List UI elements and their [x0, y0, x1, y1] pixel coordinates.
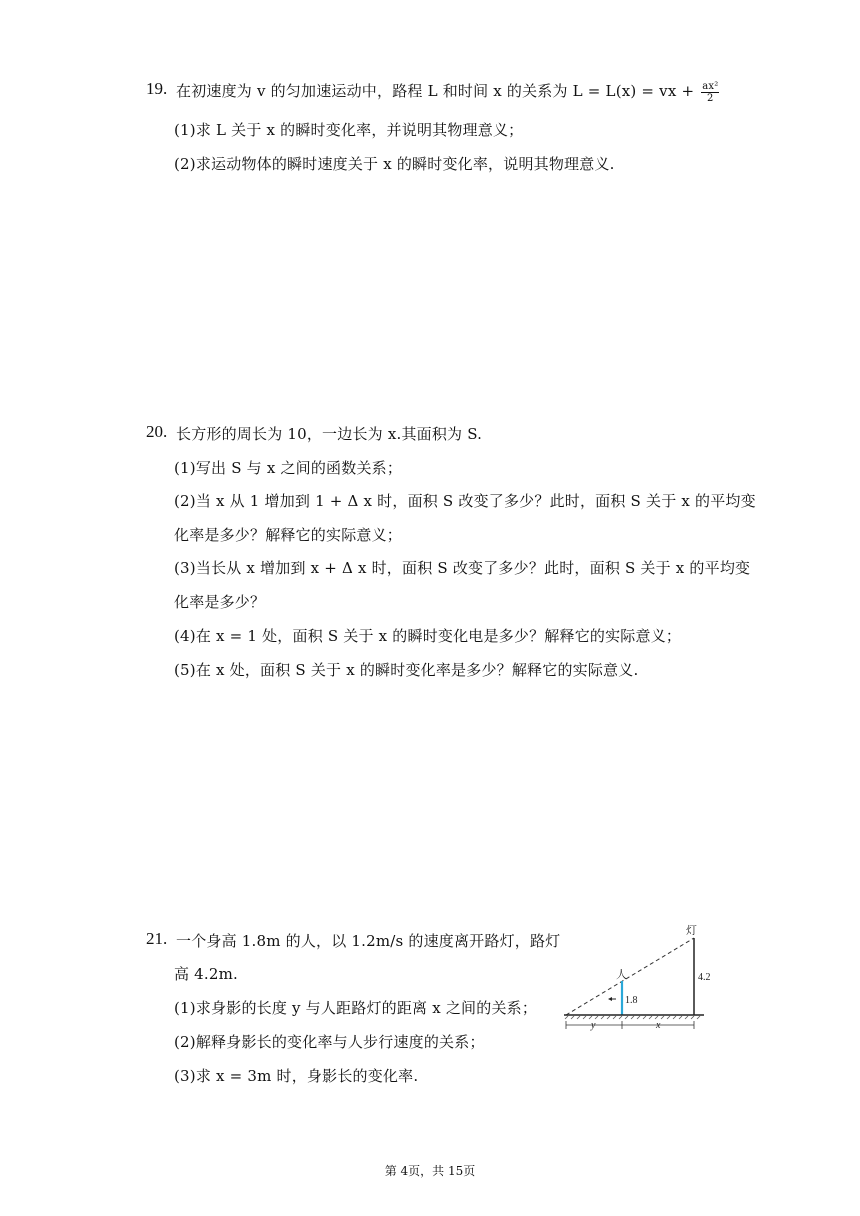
- question-number: 19.: [146, 79, 168, 98]
- question-stem: 长方形的周长为 10，一边长为 x.其面积为 S.: [176, 425, 483, 443]
- question-part: (2)解释身影长的变化率与人步行速度的关系；: [174, 1033, 485, 1051]
- question-part: (4)在 x = 1 处，面积 S 关于 x 的瞬时变化电是多少？解释它的实际意义；: [174, 627, 682, 645]
- walking-arrowhead: [608, 997, 612, 1001]
- question-stem: [176, 80, 719, 104]
- lamp-height-label: 4.2: [698, 972, 711, 983]
- question-part: (1)求身影的长度 y 与人距路灯的距离 x 之间的关系；: [174, 999, 538, 1017]
- question-part: (2)求运动物体的瞬时速度关于 x 的瞬时变化率，说明其物理意义.: [174, 155, 615, 173]
- question-part: (5)在 x 处，面积 S 关于 x 的瞬时变化率是多少？解释它的实际意义.: [174, 661, 639, 679]
- question-part: 化率是多少？解释它的实际意义；: [174, 526, 403, 544]
- page-footer: 第 4页，共 15页: [384, 1164, 476, 1178]
- question-part: (1)写出 S 与 x 之间的函数关系；: [174, 459, 403, 477]
- shadow-length-label: y: [591, 1020, 596, 1031]
- person-height-label: 1.8: [625, 995, 638, 1006]
- lamp-label: 灯: [686, 925, 697, 937]
- formula-fraction: [701, 81, 719, 104]
- stem-text: 在初速度为 v 的匀加速运动中，路程 L 和时间 x 的关系为 L = L(x) = vx +: [176, 82, 700, 100]
- question-number: 21.: [146, 929, 168, 948]
- question-part: (3)当长从 x 增加到 x + Δ x 时，面积 S 改变了多少？此时，面积 S 关于 x 的平均变: [174, 559, 751, 577]
- question-number: 20.: [146, 422, 168, 441]
- question-part: (2)当 x 从 1 增加到 1 + Δ x 时，面积 S 改变了多少？此时，面积 S 关于 x 的平均变: [174, 492, 756, 510]
- question-part: 化率是多少？: [174, 593, 266, 611]
- person-label: 人: [616, 969, 627, 981]
- question-part: (1)求 L 关于 x 的瞬时变化率，并说明其物理意义；: [174, 121, 524, 139]
- lamp-shadow-figure: [558, 920, 718, 1032]
- fraction-denominator: 2: [707, 92, 714, 104]
- question-part: (3)求 x = 3m 时，身影长的变化率.: [174, 1067, 419, 1085]
- distance-label: x: [656, 1020, 661, 1031]
- question-stem: 一个身高 1.8m 的人，以 1.2m/s 的速度离开路灯，路灯: [176, 932, 561, 950]
- ground-hatching: [565, 1016, 700, 1019]
- question-stem-continued: 高 4.2m.: [174, 965, 239, 983]
- fraction-numerator: ax²: [702, 80, 719, 92]
